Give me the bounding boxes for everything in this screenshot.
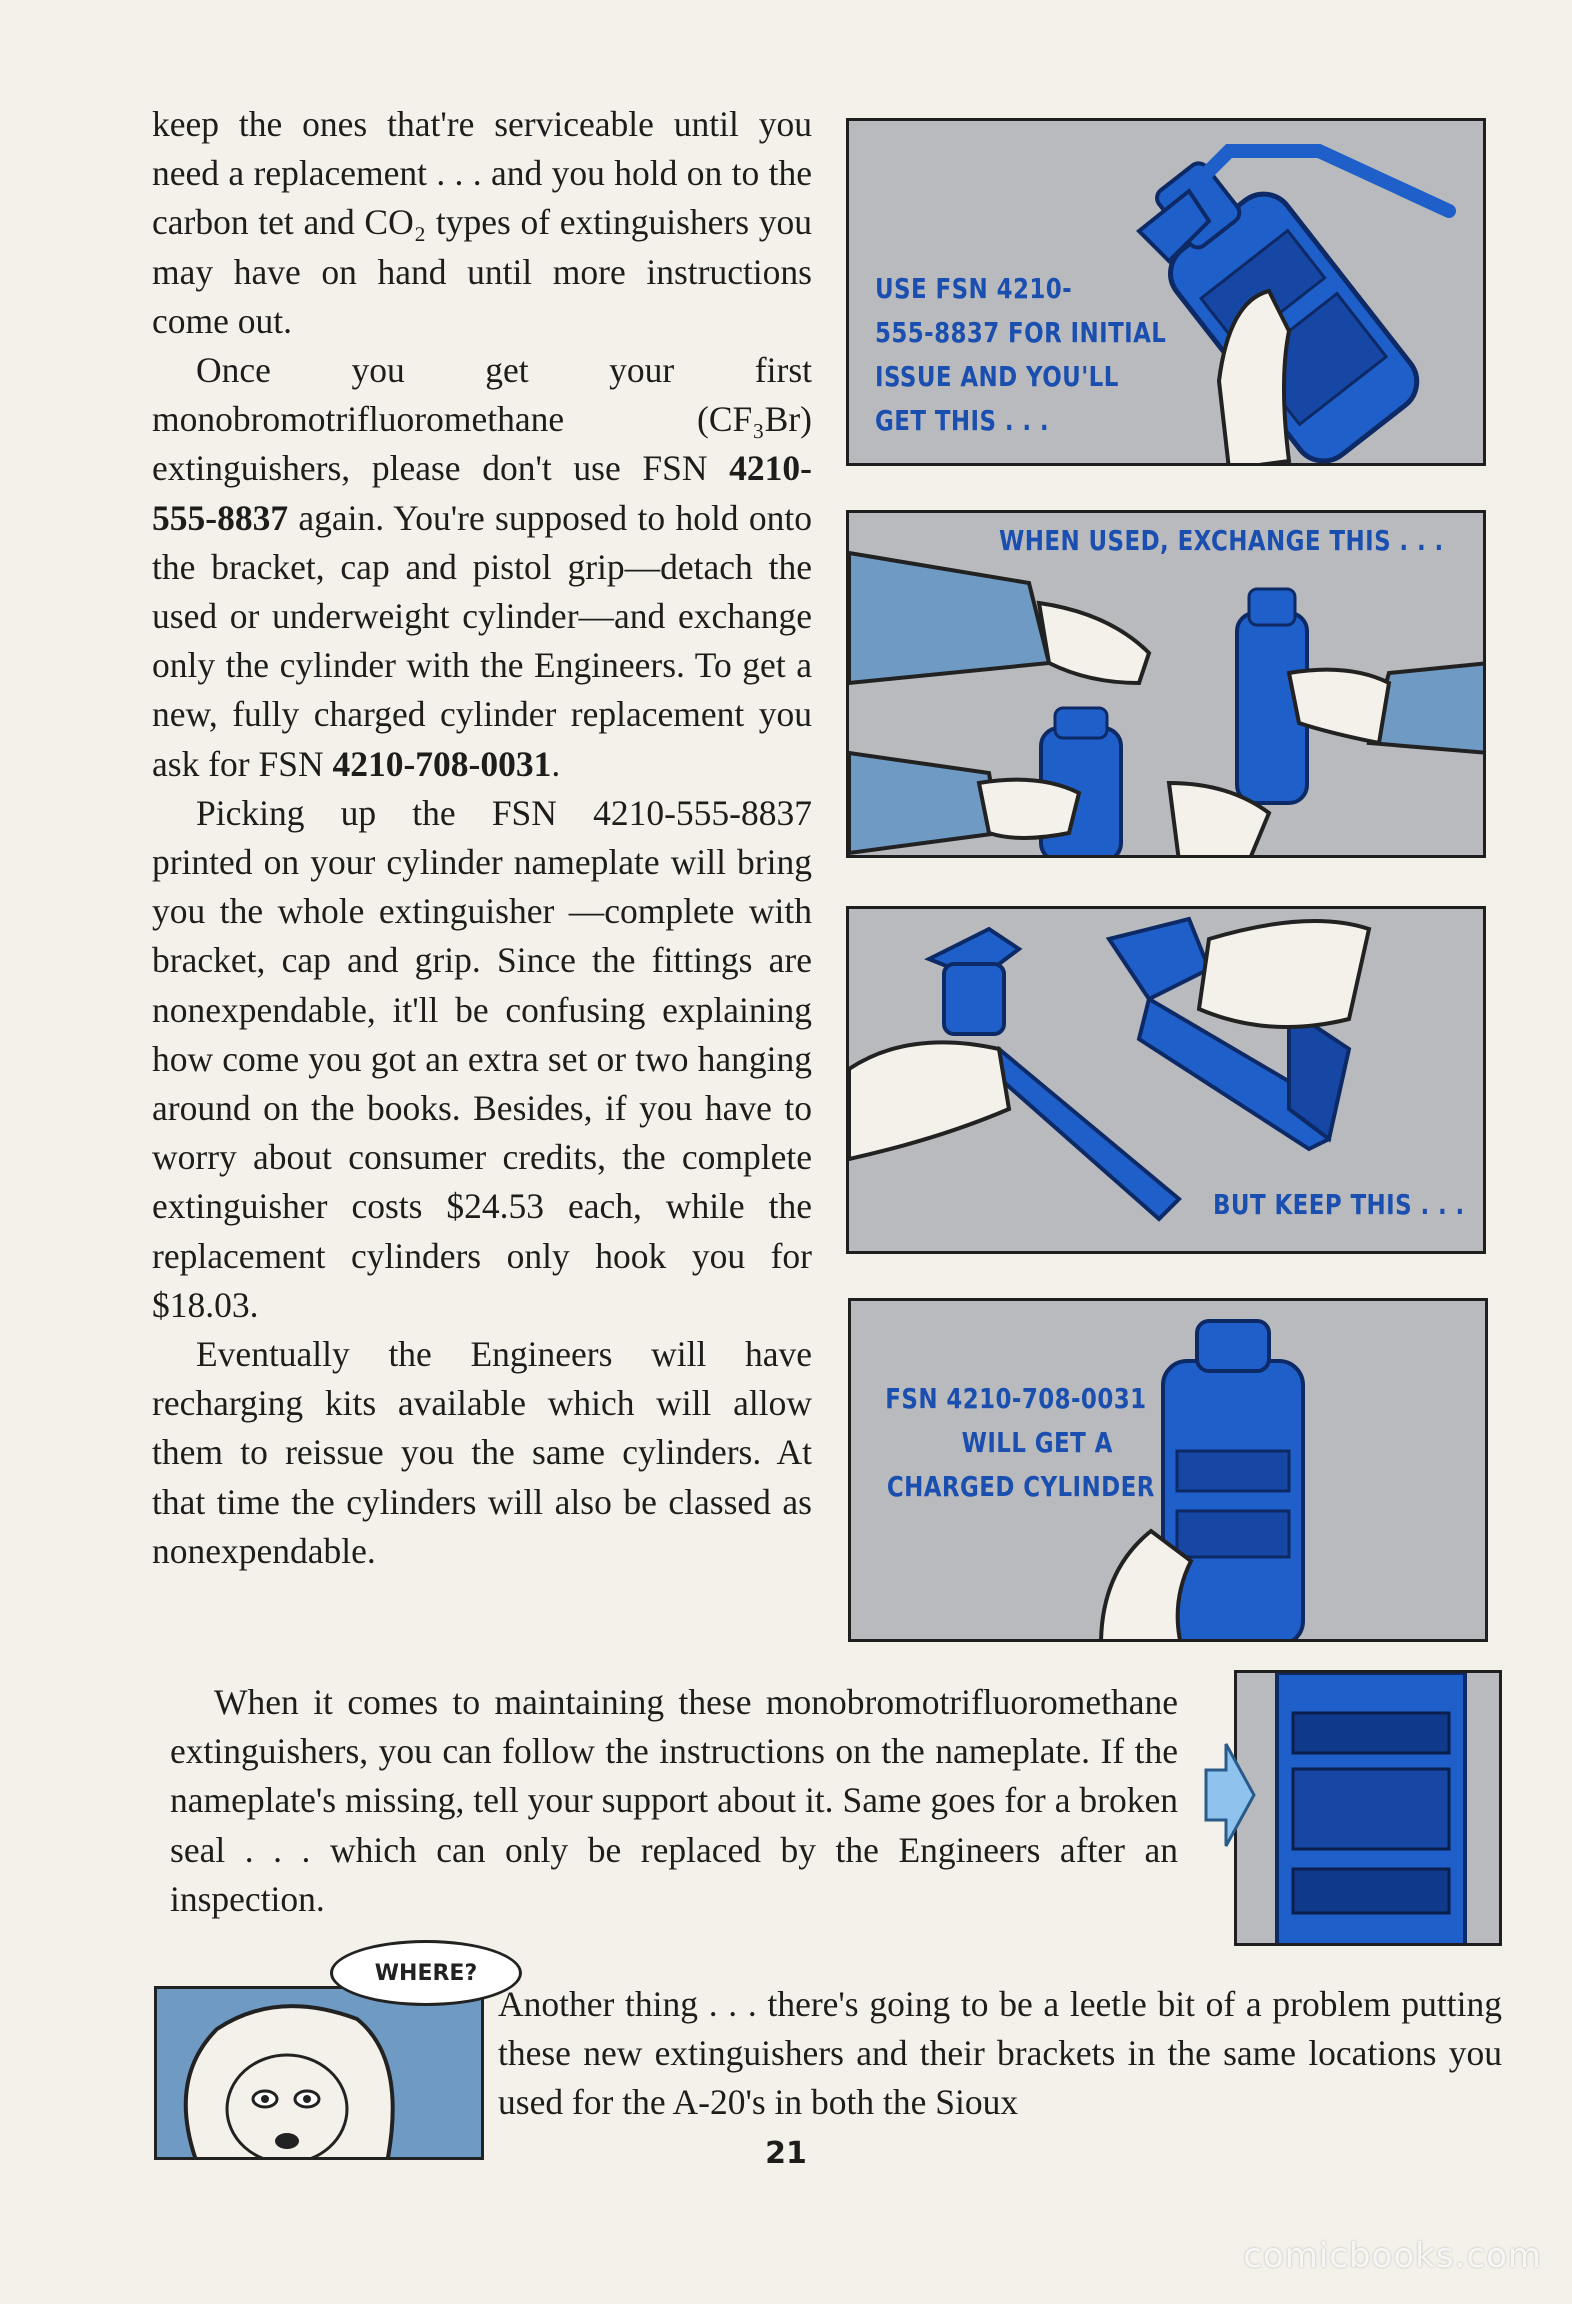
panel4-caption: FSN 4210-708-0031 WILL GET A CHARGED CYLINDER <box>885 1382 1155 1503</box>
paragraph-1: keep the ones that're serviceable until you need a replacement . . . and you hold on to the carbon tet and CO₂ types of extinguishers you may have on hand until more instructions come out. <box>152 104 812 341</box>
panel3-caption: BUT KEEP THIS . . . <box>1213 1188 1465 1221</box>
exchange-cylinder-illustration <box>849 513 1486 858</box>
site-watermark: comicbooks.com <box>1243 2236 1542 2276</box>
left-text-column <box>152 100 812 1576</box>
panel2-caption: WHEN USED, EXCHANGE THIS . . . <box>999 524 1444 557</box>
panel1-caption: USE FSN 4210- 555-8837 FOR INITIAL ISSUE AND YOU'LL GET THIS . . . <box>875 272 1167 437</box>
paragraph-2: Once you get your first monobromotrifluoromethane (CF₃Br) extinguishers, please don't use FSN 4210-555-8837 again. You're supposed to hold onto the bracket, cap and pistol grip—detach the used or underweight cylinder—and exchange only the cylinder with the Engineers. To get a new, fully charged cylinder replacement you ask for FSN 4210-708-0031. <box>152 350 812 784</box>
character-portrait <box>154 1986 484 2160</box>
panel-initial-issue <box>846 118 1486 466</box>
fsn-replacement: 4210-708-0031 <box>332 743 552 784</box>
speech-bubble: WHERE? <box>330 1940 522 2006</box>
paragraph-4: Eventually the Engineers will have recharging kits available which will allow them to reissue you the same cylinders. At that time the cylinders will also be classed as nonexpendable. <box>152 1334 812 1571</box>
panel-charged-cylinder <box>848 1298 1488 1642</box>
paragraph-5: When it comes to maintaining these monobromotrifluoromethane extinguishers, you can follow the instructions on the nameplate. If the nameplate's missing, tell your support about it. Same goes for a broken seal . . . which can only be replaced by the Engineers after an inspection. <box>170 1682 1178 1919</box>
woman-face-illustration <box>157 1989 484 2160</box>
arrow-pointer-icon <box>1202 1740 1258 1850</box>
panel-exchange <box>846 510 1486 858</box>
panel-nameplate-closeup <box>1234 1670 1502 1946</box>
paragraph-3: Picking up the FSN 4210-555-8837 printed on your cylinder nameplate will bring you the whole extinguisher —complete with bracket, cap and grip. Since the fittings are nonexpendable, it'll be confusing explaining how come you got an extra set or two hanging around on the books. Besides, if you have to worry about consumer credits, the complete extinguisher costs $24.53 each, while the replacement cylinders only hook you for $18.03. <box>152 792 812 1325</box>
nameplate-closeup-illustration <box>1237 1673 1502 1946</box>
page-number: 21 <box>765 2136 807 2171</box>
fsn-initial: 4210-555-8837 <box>152 448 812 538</box>
panel-keep-fittings <box>846 906 1486 1254</box>
paragraph-6: Another thing . . . there's going to be a leetle bit of a problem putting these new extinguishers and their brackets in the same locations you used for the A-20's in both the Sioux <box>498 1984 1502 2123</box>
